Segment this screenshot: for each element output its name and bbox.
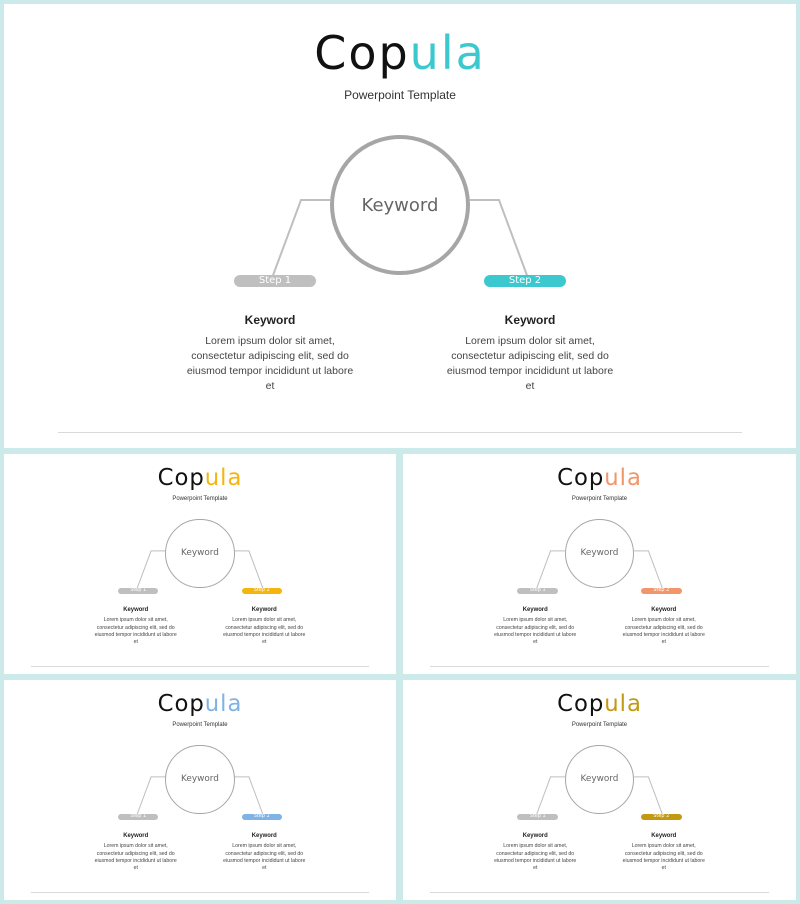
title-accent-part: ula bbox=[604, 464, 642, 491]
slide-subtitle: Powerpoint Template bbox=[172, 721, 228, 728]
slide-thumbnail-orange[interactable] bbox=[403, 454, 796, 674]
circle-keyword-label: Keyword bbox=[580, 548, 619, 559]
keyword-description-left: Lorem ipsum dolor sit amet, consectetur adipiscing elit, sed do eiusmod tempor incididunt ut labore et bbox=[494, 617, 577, 646]
slide-subtitle: Powerpoint Template bbox=[172, 495, 228, 502]
step-1-pill: Step 1 bbox=[234, 275, 316, 287]
keyword-description-left: Lorem ipsum dolor sit amet, consectetur adipiscing elit, sed do eiusmod tempor incididunt ut labore et bbox=[186, 335, 354, 392]
keyword-circle bbox=[165, 745, 234, 814]
keyword-circle bbox=[330, 135, 470, 275]
keyword-description-left: Lorem ipsum dolor sit amet, consectetur adipiscing elit, sed do eiusmod tempor incididunt ut labore et bbox=[494, 843, 577, 872]
title-accent-part: ula bbox=[204, 464, 243, 491]
keyword-description-left: Lorem ipsum dolor sit amet, consectetur adipiscing elit, sed do eiusmod tempor incididunt ut labore et bbox=[94, 843, 177, 872]
keyword-circle bbox=[165, 519, 234, 588]
bottom-divider bbox=[430, 892, 768, 893]
circle-keyword-label: Keyword bbox=[361, 194, 439, 216]
keyword-heading-left: Keyword bbox=[522, 606, 548, 613]
left-connector-line bbox=[536, 551, 565, 590]
keyword-description-left: Lorem ipsum dolor sit amet, consectetur adipiscing elit, sed do eiusmod tempor incididunt ut labore et bbox=[94, 617, 177, 646]
keyword-heading-left: Keyword bbox=[522, 832, 548, 839]
circle-keyword-label: Keyword bbox=[580, 774, 619, 785]
keyword-description-right: Lorem ipsum dolor sit amet, consectetur adipiscing elit, sed do eiusmod tempor incididunt ut labore et bbox=[446, 335, 614, 392]
right-connector-line bbox=[235, 551, 264, 590]
left-connector-line bbox=[137, 551, 166, 590]
keyword-heading-left: Keyword bbox=[123, 832, 149, 839]
keyword-description-right: Lorem ipsum dolor sit amet, consectetur adipiscing elit, sed do eiusmod tempor incididunt ut labore et bbox=[223, 843, 306, 872]
slide-thumbnail-yellow[interactable] bbox=[4, 454, 396, 674]
bottom-divider bbox=[430, 666, 768, 667]
keyword-heading-right: Keyword bbox=[651, 606, 677, 613]
title-dark-part: Cop bbox=[314, 26, 410, 80]
title-accent-part: ula bbox=[204, 690, 243, 717]
right-connector-line bbox=[470, 200, 528, 278]
step-1-pill: Step 1 bbox=[517, 588, 558, 594]
title-dark-part: Cop bbox=[157, 464, 205, 491]
circle-keyword-label: Keyword bbox=[181, 774, 219, 785]
circle-keyword-label: Keyword bbox=[181, 548, 219, 559]
title-dark-part: Cop bbox=[557, 690, 605, 717]
right-connector-line bbox=[634, 551, 663, 590]
step-2-pill: Step 2 bbox=[242, 814, 283, 820]
bottom-divider bbox=[31, 666, 369, 667]
slide-thumbnail-main[interactable] bbox=[4, 4, 796, 448]
step-2-pill: Step 2 bbox=[484, 275, 566, 287]
step-1-pill: Step 1 bbox=[517, 814, 558, 820]
right-connector-line bbox=[634, 777, 663, 816]
keyword-description-right: Lorem ipsum dolor sit amet, consectetur adipiscing elit, sed do eiusmod tempor incididunt ut labore et bbox=[223, 617, 306, 646]
step-2-pill: Step 2 bbox=[242, 588, 283, 594]
title-dark-part: Cop bbox=[157, 690, 205, 717]
keyword-description-right: Lorem ipsum dolor sit amet, consectetur adipiscing elit, sed do eiusmod tempor incididunt ut labore et bbox=[622, 617, 705, 646]
keyword-heading-left: Keyword bbox=[244, 313, 296, 327]
step-1-pill: Step 1 bbox=[118, 588, 159, 594]
keyword-heading-left: Keyword bbox=[123, 606, 149, 613]
keyword-heading-right: Keyword bbox=[251, 832, 277, 839]
slide-subtitle: Powerpoint Template bbox=[571, 495, 628, 502]
slide-subtitle: Powerpoint Template bbox=[344, 88, 456, 102]
slide-thumbnail-blue[interactable] bbox=[4, 680, 396, 900]
step-2-pill: Step 2 bbox=[641, 814, 682, 820]
step-2-pill: Step 2 bbox=[641, 588, 682, 594]
title-accent-part: ula bbox=[409, 26, 486, 80]
keyword-circle bbox=[565, 519, 634, 588]
keyword-heading-right: Keyword bbox=[651, 832, 677, 839]
keyword-heading-right: Keyword bbox=[504, 313, 556, 327]
keyword-heading-right: Keyword bbox=[251, 606, 277, 613]
left-connector-line bbox=[536, 777, 565, 816]
title-dark-part: Cop bbox=[557, 464, 605, 491]
bottom-divider bbox=[31, 892, 369, 893]
step-1-pill: Step 1 bbox=[118, 814, 159, 820]
left-connector-line bbox=[272, 200, 330, 278]
bottom-divider bbox=[58, 432, 742, 433]
title-accent-part: ula bbox=[604, 690, 642, 717]
left-connector-line bbox=[137, 777, 166, 816]
slide-thumbnail-gold[interactable] bbox=[403, 680, 796, 900]
right-connector-line bbox=[235, 777, 264, 816]
keyword-circle bbox=[565, 745, 634, 814]
slide-subtitle: Powerpoint Template bbox=[571, 721, 628, 728]
keyword-description-right: Lorem ipsum dolor sit amet, consectetur adipiscing elit, sed do eiusmod tempor incididunt ut labore et bbox=[622, 843, 705, 872]
